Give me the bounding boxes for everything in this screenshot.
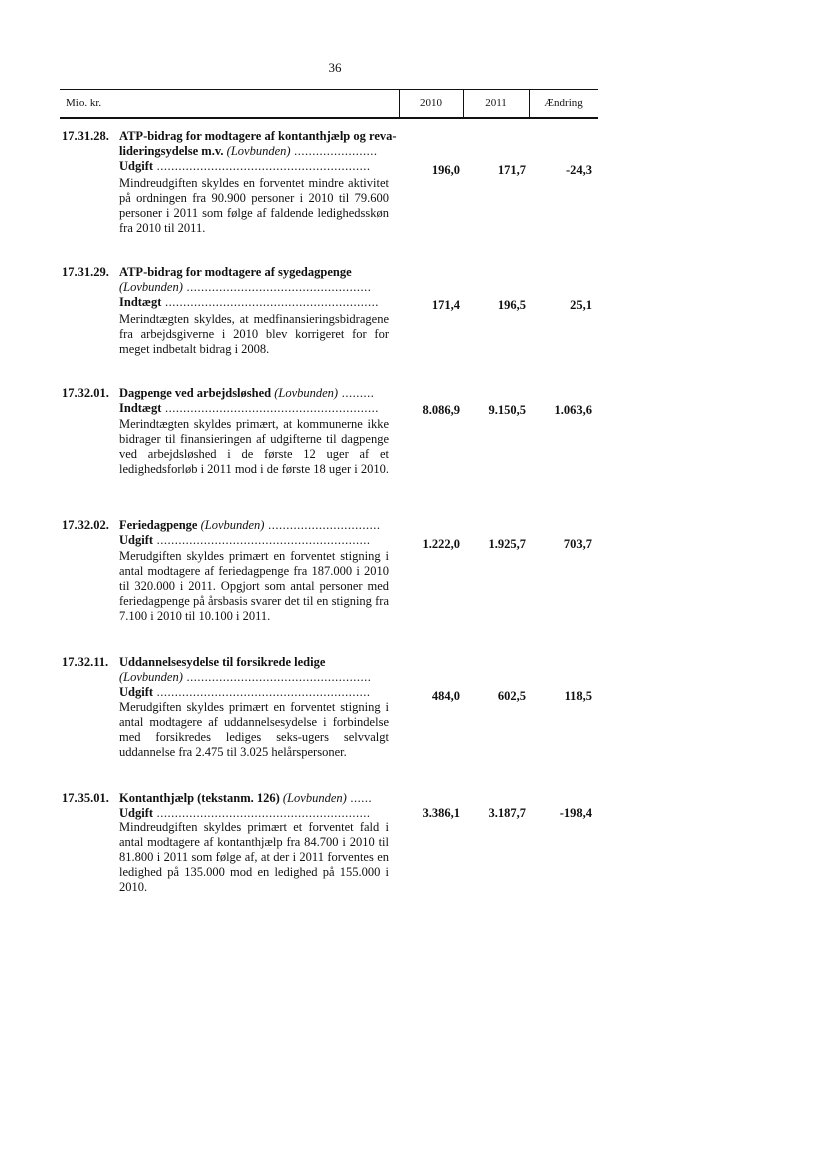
title-line: Dagpenge ved arbejdsløshed [119, 386, 272, 400]
entry-subtitle: (Lovbunden) [119, 670, 183, 684]
column-2011: 2011 [485, 97, 507, 109]
value-2010: 8.086,9 [422, 403, 460, 417]
entry-description: Mindreudgiften skyldes en forventet mindre aktivitet på ordningen fra 90.900 personer i 2010 til 79.600 personer i 2011 som følge af faldende ledighedsskøn fra 2010 til 2011. [119, 176, 389, 235]
entry-subtitle: (Lovbunden) [226, 144, 291, 158]
entry-subtitle: (Lovbunden) [282, 791, 347, 805]
value-2010: 171,4 [431, 298, 460, 312]
value-2011: 3.187,7 [488, 806, 526, 820]
value-2011: 9.150,5 [488, 403, 526, 417]
title-line: Feriedagpenge [119, 518, 198, 532]
value-change: -198,4 [559, 806, 592, 820]
entry-kind: Udgift [119, 806, 154, 820]
account-code: 17.32.01. [62, 386, 109, 400]
value-change: -24,3 [565, 163, 592, 177]
entry-kind: Indtægt [119, 401, 162, 415]
account-code: 17.35.01. [62, 791, 109, 805]
title-line: lideringsydelse m.v. [119, 144, 224, 158]
entry-title: ATP-bidrag for modtagere af sygedagpenge (Lovbunden) ................................................... Indtægt ........................................................... [119, 265, 394, 310]
entry-description: Merindtægten skyldes primært, at kommunerne ikke bidrager til finansieringen af udgifterne til dagpenge ved arbejdsløshed i de første 12 uger af et ledighedsforløb i 2011 mod i de første 18 uger i 2010. [119, 417, 389, 476]
column-2010: 2010 [420, 97, 442, 109]
entry-kind: Udgift [119, 533, 154, 547]
entry-subtitle: (Lovbunden) [200, 518, 265, 532]
title-line: Kontanthjælp (tekstanm. 126) [119, 791, 280, 805]
value-change: 703,7 [563, 537, 592, 551]
value-2010: 196,0 [431, 163, 460, 177]
entry-title: Uddannelsesydelse til forsikrede ledige (Lovbunden) ................................................... Udgift ........................................................... [119, 655, 394, 700]
entry-kind: Indtægt [119, 295, 162, 309]
account-code: 17.32.02. [62, 518, 109, 532]
value-change: 25,1 [570, 298, 592, 312]
title-line: Uddannelsesydelse til forsikrede ledige [119, 655, 326, 669]
unit-label: Mio. kr. [66, 97, 102, 109]
entry-title: ATP-bidrag for modtagere af kontanthjælp og reva- lideringsydelse m.v. (Lovbunden) ....................... Udgift ........................................................... [119, 129, 449, 174]
entry-subtitle: (Lovbunden) [119, 280, 183, 294]
value-change: 118,5 [564, 689, 592, 703]
title-line: ATP-bidrag for modtagere af sygedagpenge [119, 265, 352, 279]
entry-kind: Udgift [119, 159, 154, 173]
title-line: ATP-bidrag for modtagere af kontanthjælp og reva- [119, 129, 397, 143]
value-2010: 1.222,0 [422, 537, 460, 551]
entry-title: Dagpenge ved arbejdsløshed (Lovbunden) ......... Indtægt ........................................................... [119, 386, 379, 415]
entry-description: Merindtægten skyldes, at medfinansieringsbidragene fra arbejdsgiverne i 2010 blev korrigeret for for meget indbetalt bidrag i 2008. [119, 312, 389, 356]
value-2010: 484,0 [431, 689, 460, 703]
value-2010: 3.386,1 [422, 806, 460, 820]
value-2011: 602,5 [497, 689, 526, 703]
entry-description: Mindreudgiften skyldes primært et forventet fald i antal modtagere af kontanthjælp fra 84.700 i 2010 til 81.800 i 2011 som følge af, at der i 2011 forventes en ledighed på 135.000 mod en ledighed på 155.000 i 2010. [119, 820, 389, 894]
account-code: 17.31.28. [62, 129, 109, 143]
value-2011: 1.925,7 [488, 537, 526, 551]
page-number: 36 [328, 60, 342, 75]
header-bottom-rule [60, 117, 598, 119]
entry-description: Merudgiften skyldes primært en forventet stigning i antal modtagere af uddannelsesydelse i forbindelse med forsikredes lediges seks-ugers selvvalgt uddannelse fra 2.475 til 3.025 helårspersoner. [119, 700, 389, 759]
entry-title: Feriedagpenge (Lovbunden) ............................... Udgift ........................................................... [119, 518, 381, 547]
value-2011: 196,5 [497, 298, 526, 312]
account-code: 17.31.29. [62, 265, 109, 279]
column-change: Ændring [544, 97, 583, 109]
account-code: 17.32.11. [62, 655, 109, 669]
entry-kind: Udgift [119, 685, 154, 699]
value-2011: 171,7 [497, 163, 526, 177]
entry-title: Kontanthjælp (tekstanm. 126) (Lovbunden) ...... Udgift ........................................................... [119, 791, 373, 820]
header-top-rule [60, 89, 598, 90]
entry-subtitle: (Lovbunden) [274, 386, 339, 400]
value-change: 1.063,6 [554, 403, 592, 417]
entry-description: Merudgiften skyldes primært en forventet stigning i antal modtagere af feriedagpenge fra 187.000 i 2010 til 320.000 i 2011. Opgjort som antal personer med feriedagpenge på årsbasis svarer det til en stigning fra 7.100 i 2010 til 10.100 i 2011. [119, 549, 389, 623]
